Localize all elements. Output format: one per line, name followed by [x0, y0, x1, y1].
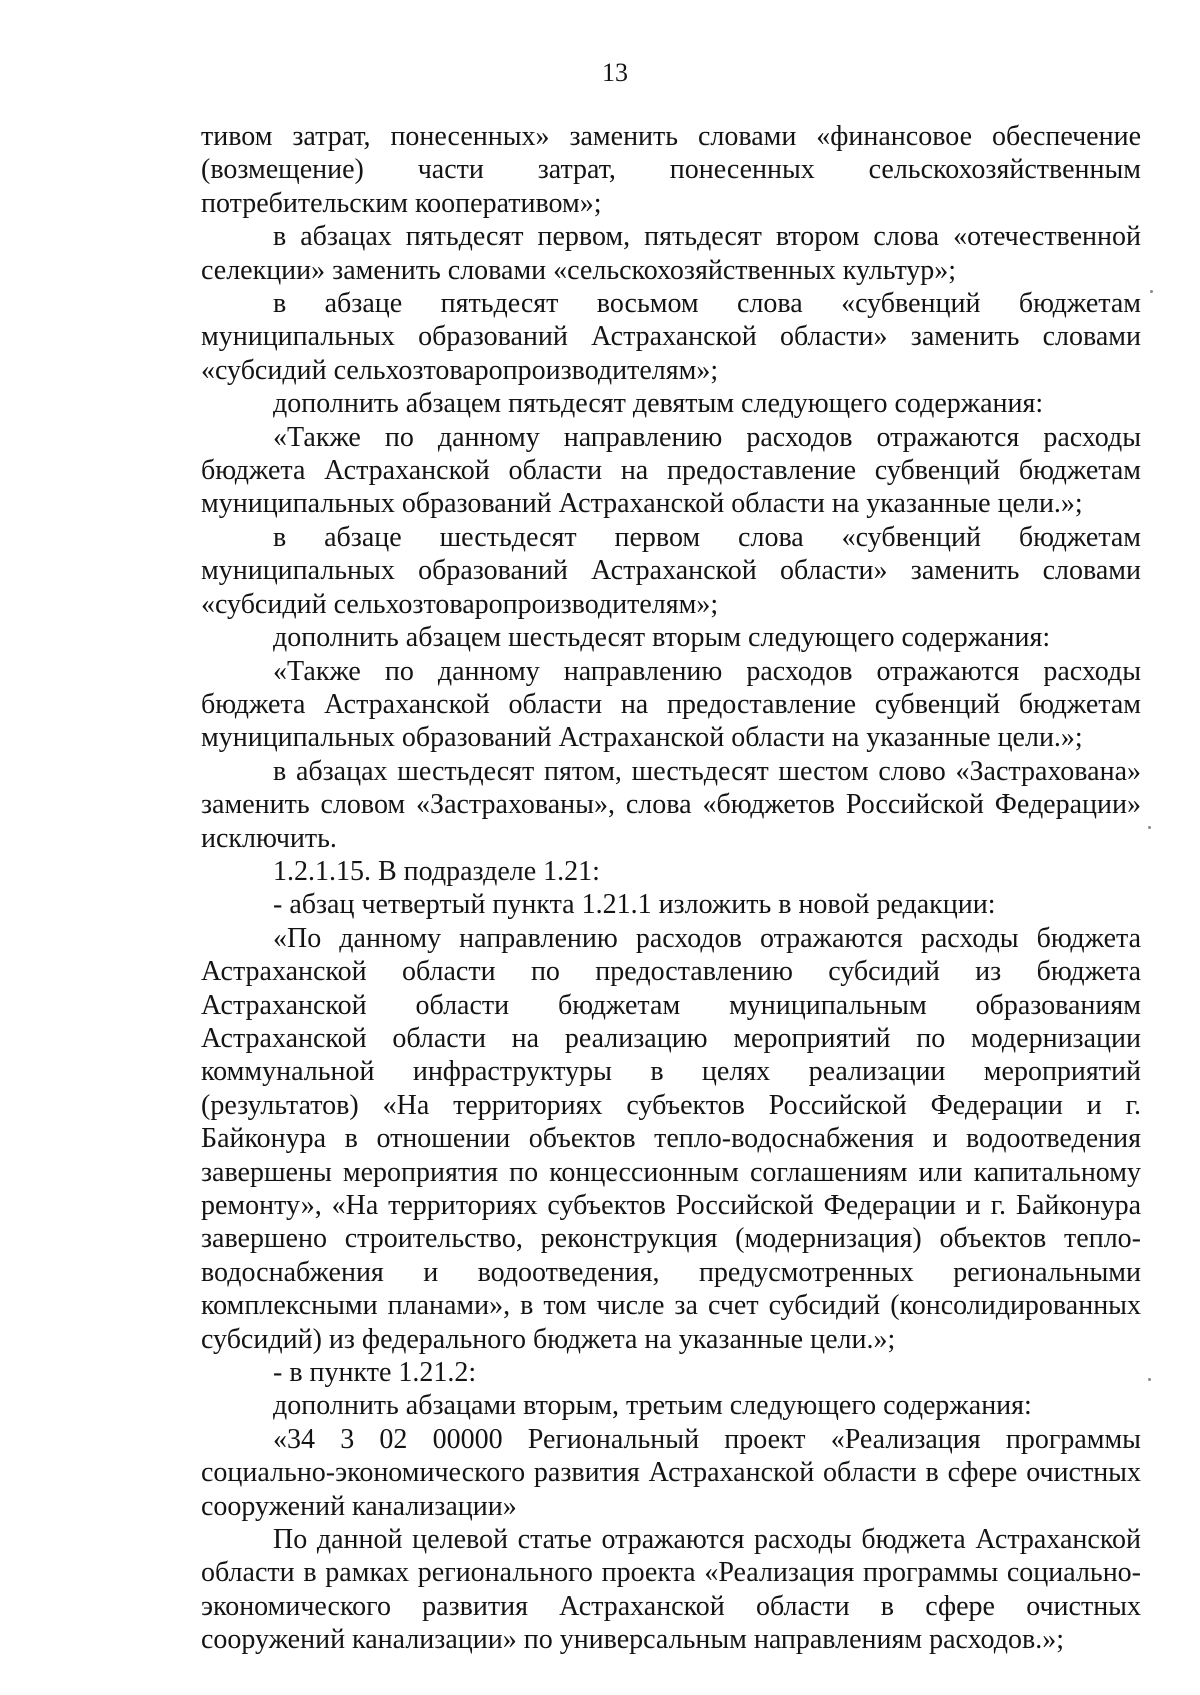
paragraph: в абзацах шестьдесят пятом, шестьдесят шестом слово «Застрахована» заменить словом «Застрахованы», слова «бюджетов Российской Федерации» исключить.	[201, 755, 1141, 854]
section-heading: 1.2.1.15. В подразделе 1.21:	[273, 855, 600, 887]
paragraph: По данной целевой статье отражаются расходы бюджета Астраханской области в рамках регионального проекта «Реализация программы социально-экономического развития Астраханской области в сфере очистных сооружений канализации» по универсальным направлениям расходов.»;	[201, 1524, 1141, 1656]
paragraph: «Также по данному направлению расходов отражаются расходы бюджета Астраханской области на предоставление субвенций бюджетам муниципальных образований Астраханской области на указанные цели.»;	[201, 421, 1141, 520]
paragraph: в абзацах пятьдесят первом, пятьдесят втором слова «отечественной селекции» заменить словами «сельскохозяйственных культур»;	[201, 221, 1141, 286]
scan-speck	[1148, 1378, 1151, 1381]
paragraph: «Также по данному направлению расходов отражаются расходы бюджета Астраханской области на предоставление субвенций бюджетам муниципальных образований Астраханской области на указанные цели.»;	[201, 655, 1141, 754]
paragraph: дополнить абзацами вторым, третьим следующего содержания:	[273, 1390, 1032, 1422]
paragraph: «34 3 02 00000 Региональный проект «Реализация программы социально-экономического развития Астраханской области в сфере очистных сооружений канализации»	[201, 1423, 1141, 1522]
scan-speck	[1150, 290, 1153, 293]
paragraph: в абзаце шестьдесят первом слова «субвенций бюджетам муниципальных образований Астраханской области» заменить словами «субсидий сельхозтоваропроизводителям»;	[201, 521, 1141, 620]
scan-speck	[1148, 826, 1151, 829]
paragraph: дополнить абзацем пятьдесят девятым следующего содержания:	[273, 388, 1044, 420]
paragraph: - в пункте 1.21.2:	[273, 1357, 477, 1389]
document-body	[201, 120, 1141, 1657]
paragraph: - абзац четвертый пункта 1.21.1 изложить в новой редакции:	[273, 889, 996, 921]
page-number: 13	[602, 58, 628, 87]
paragraph: в абзаце пятьдесят восьмом слова «субвенций бюджетам муниципальных образований Астраханской области» заменить словами «субсидий сельхозтоваропроизводителям»;	[201, 288, 1141, 386]
paragraph: тивом затрат, понесенных» заменить словами «финансовое обеспечение (возмещение) части затрат, понесенных сельскохозяйственным потребительским кооперативом»;	[201, 121, 1141, 219]
paragraph: дополнить абзацем шестьдесят вторым следующего содержания:	[273, 622, 1051, 654]
paragraph: «По данному направлению расходов отражаются расходы бюджета Астраханской области по предоставлению субсидий из бюджета Астраханской области бюджетам муниципальным образованиям Астраханской области на реализацию мероприятий по модернизации коммунальной инфраструктуры в целях реализации мероприятий (результатов) «На территориях субъектов Российской Федерации и г. Байконура в отношении объектов тепло-водоснабжения и водоотведения завершены мероприятия по концессионным соглашениям или капитальному ремонту», «На территориях субъектов Российской Федерации и г. Байконура завершено строительство, реконструкция (модернизация) объектов тепло-водоснабжения и водоотведения, предусмотренных региональными комплексными планами», в том числе за счет субсидий (консолидированных субсидий) из федерального бюджета на указанные цели.»;	[201, 922, 1141, 1355]
